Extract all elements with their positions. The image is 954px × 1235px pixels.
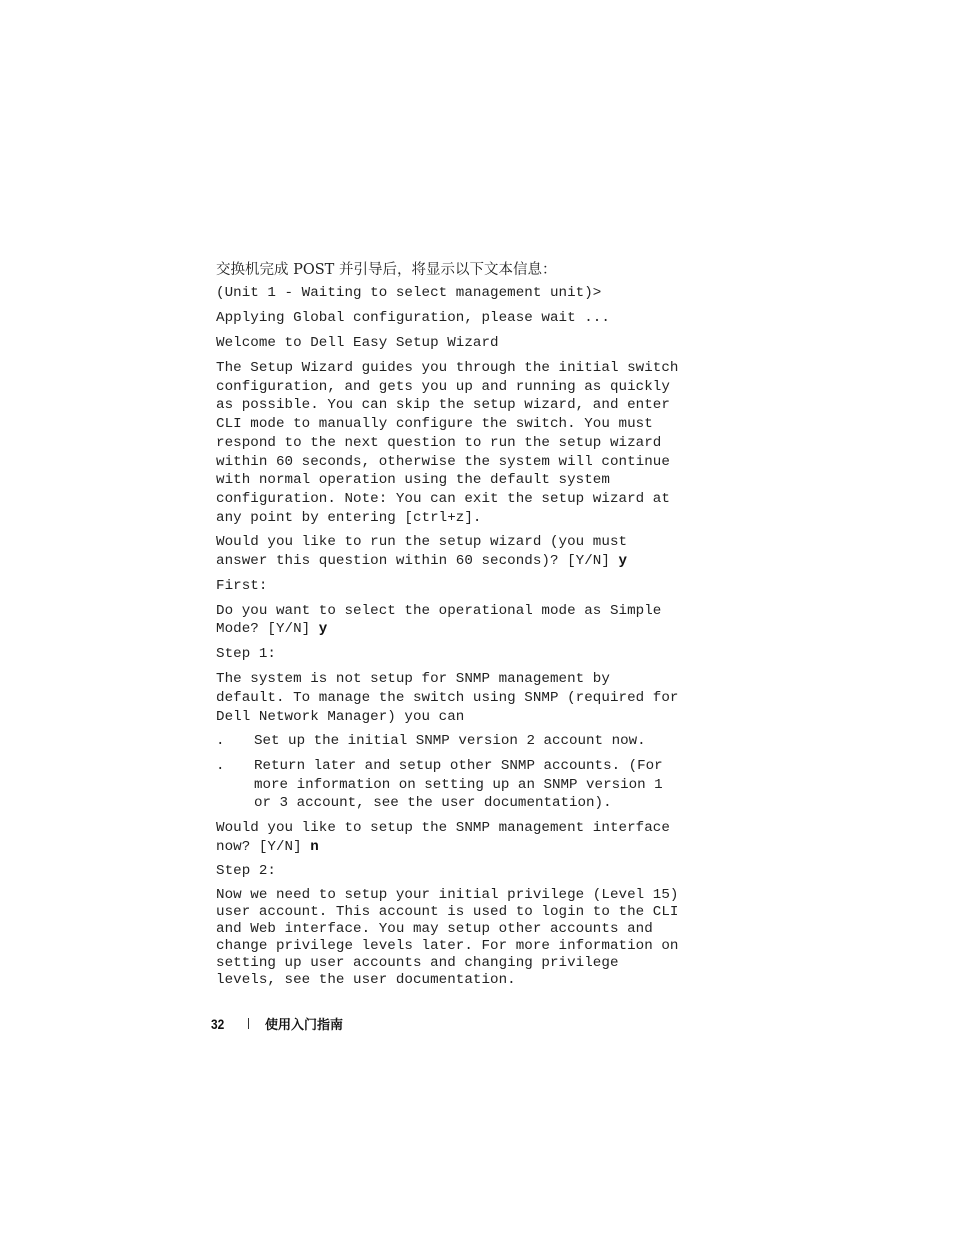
applying-config-line: Applying Global configuration, please wait ...: [216, 310, 610, 326]
snmp-description: The system is not setup for SNMP management by default. To manage the switch using SNMP (required for Dell Network Manager) you can: [216, 671, 679, 725]
bullet-text: Set up the initial SNMP version 2 account now.: [254, 733, 646, 750]
step1-label: Step 1:: [216, 646, 276, 663]
page-number: 32: [211, 1015, 225, 1032]
mode-prompt: [216, 602, 716, 639]
bullet-text: Return later and setup other SNMP accounts. (For more information on setting up an SNMP version 1 or 3 account, see the user documentation).: [254, 757, 663, 812]
snmp-question: Would you like to setup the SNMP management interface now? [Y/N]: [216, 820, 670, 855]
unit-wait-line: (Unit 1 - Waiting to select management unit)>: [216, 285, 602, 301]
first-label: First:: [216, 577, 268, 594]
mode-answer: y: [318, 621, 328, 638]
run-wizard-answer: y: [618, 553, 628, 570]
snmp-answer: n: [310, 838, 319, 855]
page-footer: [211, 1014, 343, 1033]
step2-label: Step 2:: [216, 863, 276, 880]
bullet-marker: .: [216, 733, 225, 750]
page-content: [216, 260, 716, 995]
privilege-description: Now we need to setup your initial privilege (Level 15) user account. This account is used to login to the CLI and Web interface. You may setup other accounts and change privilege levels later. For more information on setting up user accounts and changing privilege levels, see the user documentation.: [216, 887, 679, 989]
mode-question: Do you want to select the operational mode as Simple Mode? [Y/N]: [216, 602, 662, 638]
chapter-title: 使用入门指南: [265, 1017, 344, 1032]
run-wizard-prompt: [216, 533, 716, 570]
intro-text: 交换机完成 POST 并引导后，将显示以下文本信息：: [216, 262, 557, 278]
list-item: [216, 732, 716, 751]
snmp-prompt: [216, 819, 716, 856]
footer-divider: [248, 1018, 249, 1029]
list-item: [216, 757, 716, 813]
run-wizard-question: Would you like to run the setup wizard (you must answer this question within 60 seconds)? [Y/N]: [216, 534, 628, 570]
wizard-description: The Setup Wizard guides you through the initial switch configuration, and gets you up and running as quickly as possible. You can skip the setup wizard, and enter CLI mode to manually configure the switch. You must respond to the next question to run the setup wizard within 60 seconds, otherwise the system will continue with normal operation using the default system configuration. Note: You can exit the setup wizard at any point by entering [ctrl+z].: [216, 360, 679, 526]
welcome-line: Welcome to Dell Easy Setup Wizard: [216, 335, 499, 351]
bullet-marker: .: [216, 757, 225, 774]
